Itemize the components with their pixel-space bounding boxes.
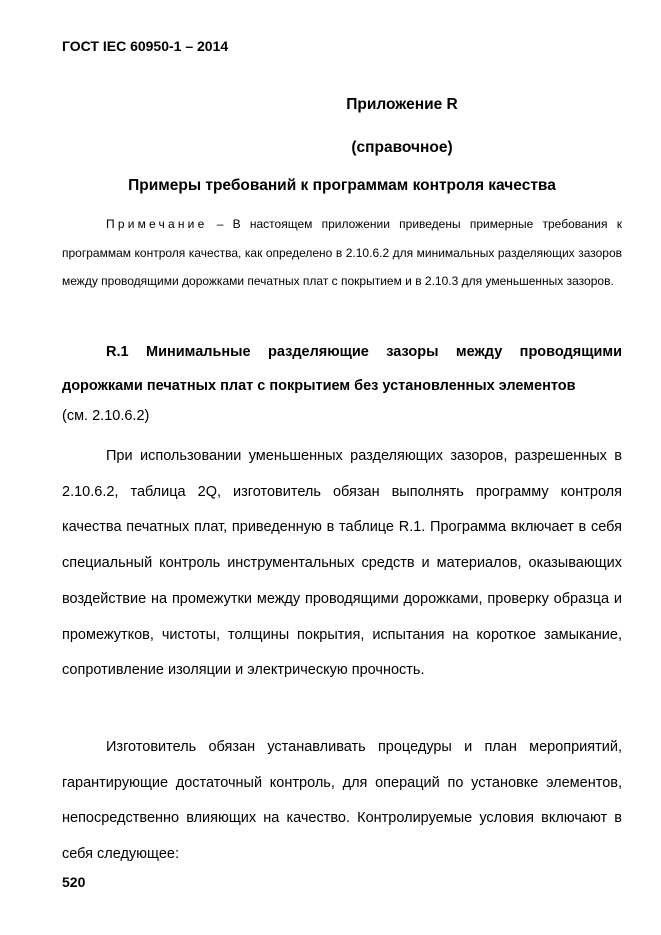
page-number: 520 — [62, 874, 86, 890]
note-label: Примечание — [106, 217, 208, 231]
appendix-subtitle: (справочное) — [351, 139, 453, 156]
body-paragraph-1: При использовании уменьшенных разделяющих зазоров, разрешенных в 2.10.6.2, таблица 2Q, изготовитель обязан выполнять программу контроля качества печатных плат, приведенную в таблице R.1. Программа включает в себя специальный контроль инструментальных средств и материалов, оказывающих воздействие на промежутки между проводящими дорожками, проверку образца и промежутков, чистоты, толщины покрытия, испытания на короткое замыкание, сопротивление изоляции и электрическую прочность. — [62, 448, 622, 679]
section-heading: R.1 Минимальные разделяющие зазоры между проводящими дорожками печатных плат с покрытием без установленных элементов — [62, 344, 622, 394]
appendix-heading: Примеры требований к программам контроля качества — [128, 177, 556, 194]
body-paragraph-2: Изготовитель обязан устанавливать процедуры и план мероприятий, гарантирующие достаточный контроль, для операций по установке элементов, непосредственно влияющих на качество. Контролируемые условия включают в себя следующее: — [62, 739, 622, 863]
section-reference: (см. 2.10.6.2) — [62, 408, 150, 424]
appendix-title: Приложение R — [346, 96, 458, 113]
note-text: – В настоящем приложении приведены примерные требования к программам контроля качества, как определено в 2.10.6.2 для минимальных разделяющих зазоров между проводящими дорожками печатных плат с покрытием и в 2.10.3 для уменьшенных зазоров. — [62, 217, 622, 288]
document-header: ГОСТ IEC 60950-1 – 2014 — [62, 38, 229, 54]
note-paragraph — [62, 210, 622, 296]
